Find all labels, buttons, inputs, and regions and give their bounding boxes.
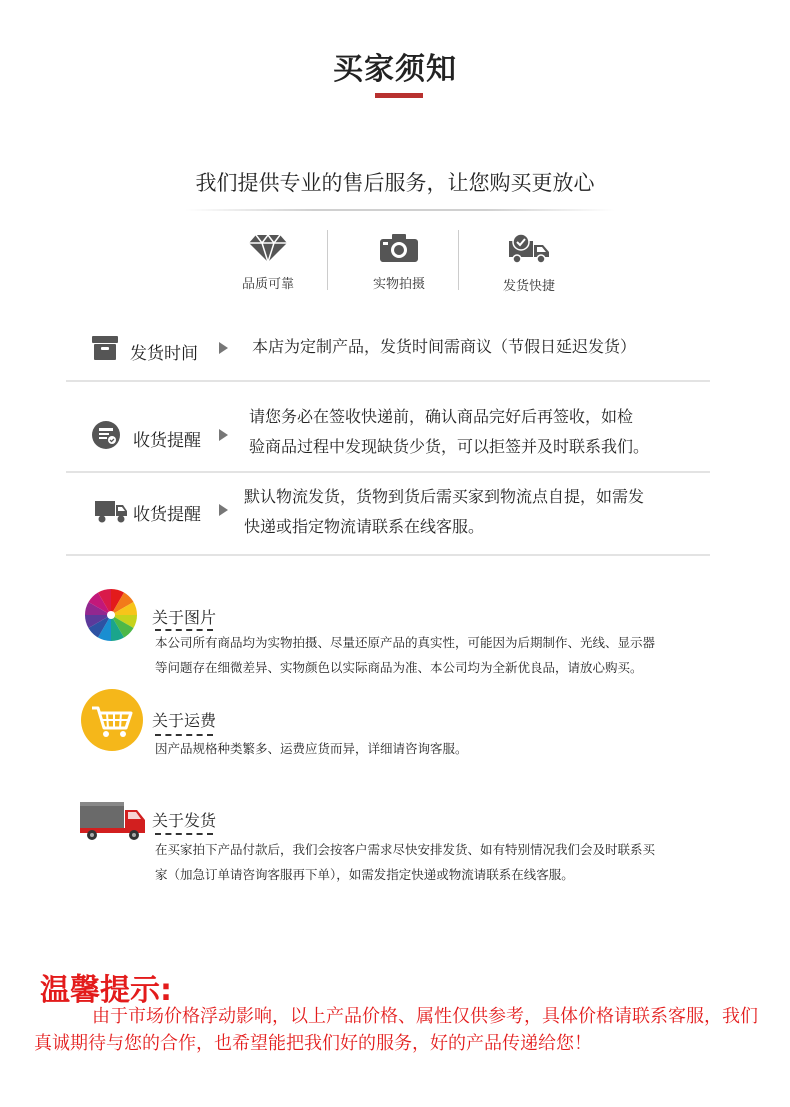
tip-title: 温馨提示:: [40, 973, 172, 1008]
info-row-receipt-reminder: [66, 402, 710, 464]
about-text-line: 在买家拍下产品付款后，我们会按客户需求尽快安排发货、如有特别情况我们会及时联系买: [155, 842, 656, 857]
about-shipping: [80, 798, 730, 888]
row-text: [249, 402, 649, 462]
row-divider: [66, 554, 710, 556]
shopping-cart-icon: [80, 688, 144, 752]
row-text: [244, 482, 644, 542]
about-title: 关于发货: [152, 811, 217, 830]
info-row-delivery-reminder: [66, 482, 710, 544]
title-dash: [155, 833, 213, 835]
row-label: 发货时间: [130, 344, 198, 364]
row-label: 收货提醒: [133, 505, 201, 525]
about-pictures: [80, 588, 730, 683]
delivery-truck-icon: [507, 233, 551, 265]
row-label: 收货提醒: [133, 431, 201, 451]
subtitle-divider: [185, 209, 615, 211]
red-truck-icon: [78, 798, 148, 842]
about-title: 关于图片: [152, 608, 217, 627]
feature-quality: [208, 233, 328, 292]
about-shipping-fee: [80, 688, 730, 758]
feature-label: 发货快捷: [502, 279, 555, 294]
title-underline: [375, 93, 423, 98]
row-text-line: 默认物流发货，货物到货后需买家到物流点自提，如需发: [244, 487, 645, 506]
row-divider: [66, 471, 710, 473]
about-text: [155, 736, 725, 761]
arrow-right-icon: [219, 429, 228, 441]
color-wheel-icon: [84, 588, 138, 642]
service-subtitle: 我们提供专业的售后服务，让您购买更放心: [195, 171, 595, 195]
about-text: [155, 630, 725, 680]
feature-divider: [327, 230, 328, 290]
receipt-icon: [91, 420, 121, 450]
feature-label: 实物拍摄: [372, 277, 425, 292]
arrow-right-icon: [219, 504, 228, 516]
about-title: 关于运费: [152, 711, 217, 730]
about-text: [155, 837, 725, 887]
page-title: 买家须知: [333, 52, 457, 87]
tip-text: 由于市场价格浮动影响，以上产品价格、属性仅供参考，具体价格请联系客服，我们真诚期待与您的合作，也希望能把我们好的服务，好的产品传递给您！: [34, 1006, 758, 1054]
info-row-shipping-time: [66, 330, 710, 370]
diamond-icon: [248, 233, 288, 263]
about-text-line: 等问题存在细微差异、实物颜色以实际商品为准、本公司均为全新优良品，请放心购买。: [155, 660, 643, 675]
row-divider: [66, 380, 710, 382]
arrow-right-icon: [219, 342, 228, 354]
row-text: 本店为定制产品，发货时间需商议（节假日延迟发货）: [252, 337, 637, 356]
feature-divider: [458, 230, 459, 290]
camera-icon: [379, 233, 419, 263]
about-text-line: 本公司所有商品均为实物拍摄、尽量还原产品的真实性，可能因为后期制作、光线、显示器: [155, 635, 656, 650]
feature-photo: [339, 233, 459, 292]
truck-icon: [94, 498, 128, 524]
feature-shipping: [469, 233, 589, 294]
about-text-line: 因产品规格种类繁多、运费应货而异，详细请咨询客服。: [155, 741, 468, 756]
row-text-line: 请您务必在签收快递前，确认商品完好后再签收，如检: [249, 407, 634, 426]
about-text-line: 家（加急订单请咨询客服再下单），如需发指定快递或物流请联系在线客服。: [155, 867, 574, 882]
feature-label: 品质可靠: [241, 277, 294, 292]
box-icon: [91, 335, 119, 361]
row-text-line: 验商品过程中发现缺货少货，可以拒签并及时联系我们。: [249, 437, 650, 456]
row-text-line: 快递或指定物流请联系在线客服。: [244, 517, 485, 536]
